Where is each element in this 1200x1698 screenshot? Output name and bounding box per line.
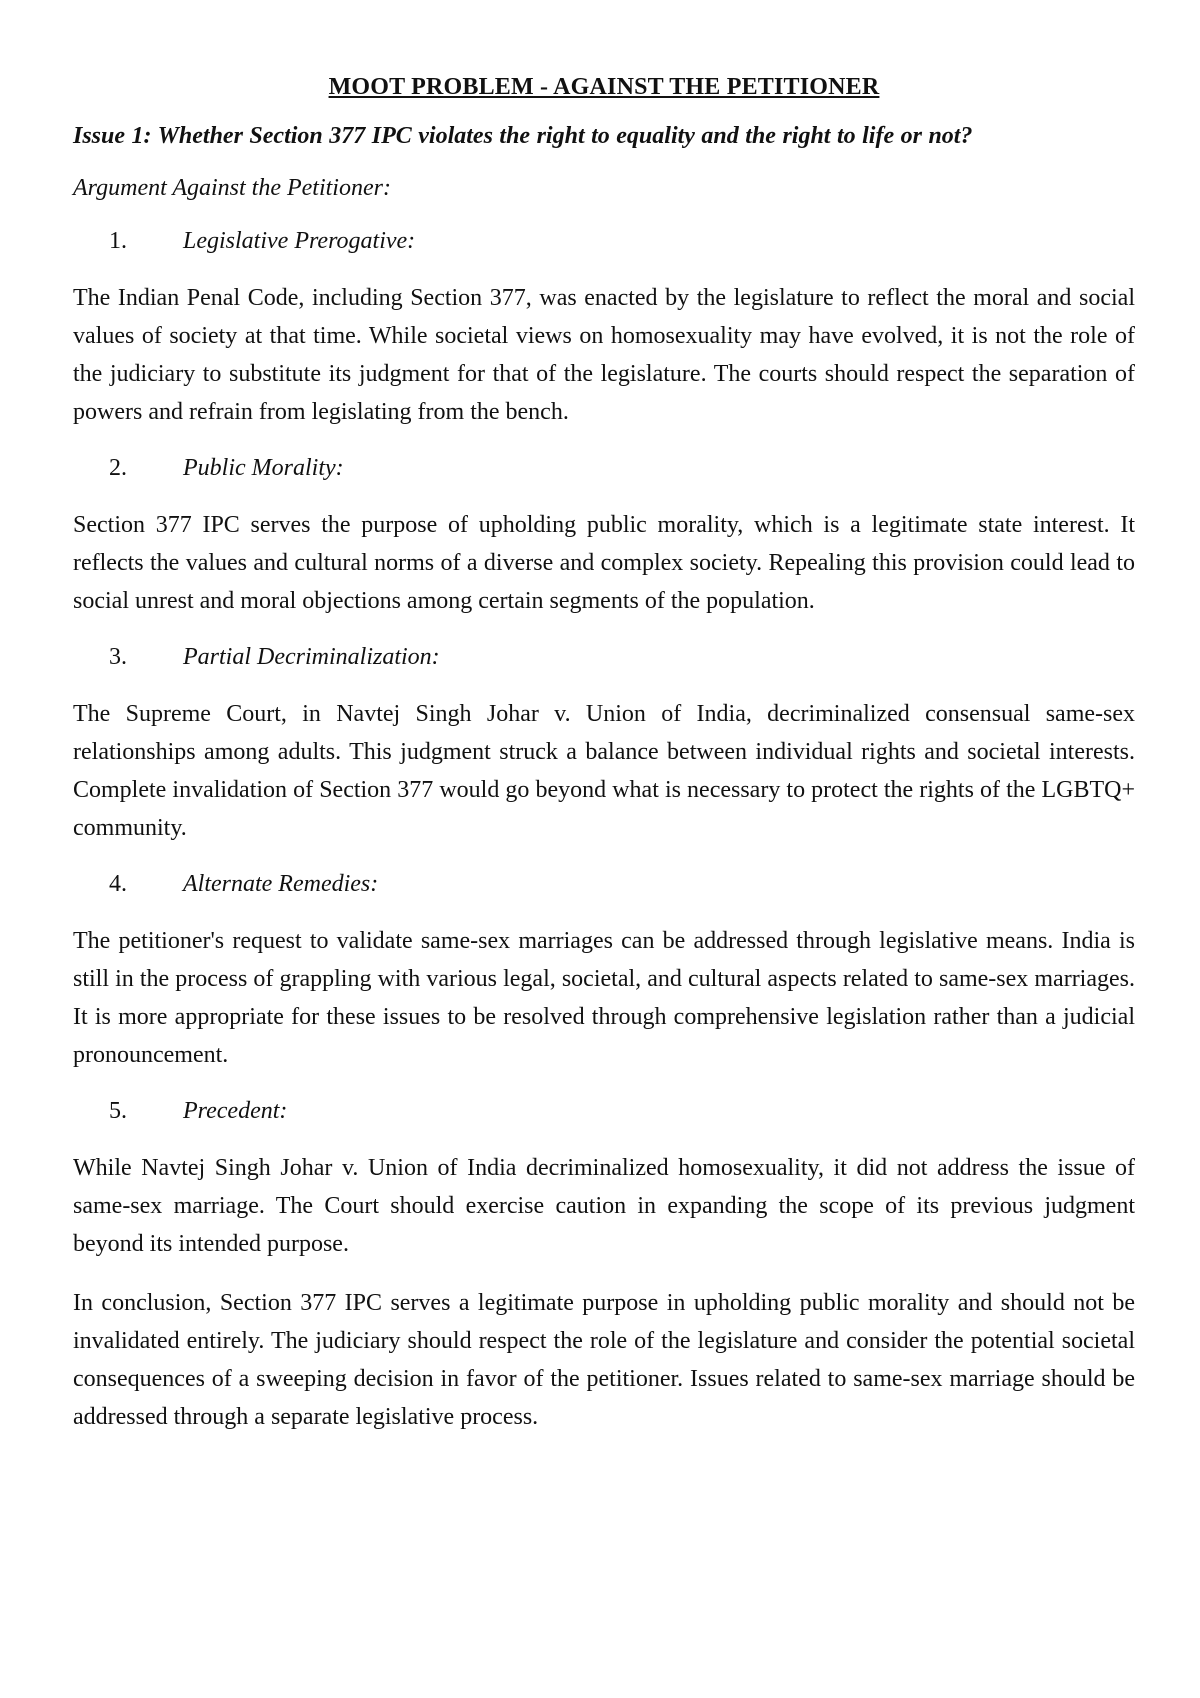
point-heading: [73, 641, 1135, 673]
point-title: Legislative Prerogative:: [183, 228, 416, 254]
point-heading: [73, 225, 1135, 257]
point-number: 1.: [109, 228, 127, 254]
point-paragraph: The petitioner's request to validate same-sex marriages can be addressed through legislative means. India is still in the process of grappling with various legal, societal, and cultural aspects related to same-sex marriages. It is more appropriate for these issues to be resolved through comprehensive legislation rather than a judicial pronouncement.: [73, 928, 1135, 1068]
document-title: MOOT PROBLEM - AGAINST THE PETITIONER: [328, 74, 880, 100]
argument-heading: Argument Against the Petitioner:: [73, 175, 391, 201]
point-title: Public Morality:: [183, 455, 344, 481]
point-number: 5.: [109, 1098, 127, 1124]
point-title: Precedent:: [183, 1098, 288, 1124]
conclusion-paragraph: In conclusion, Section 377 IPC serves a legitimate purpose in upholding public morality and should not be invalidated entirely. The judiciary should respect the role of the legislature and consider the potential societal consequences of a sweeping decision in favor of the petitioner. Issues related to same-sex marriage should be addressed through a separate legislative process.: [73, 1290, 1135, 1430]
point-heading: [73, 868, 1135, 900]
point-paragraph: The Supreme Court, in Navtej Singh Johar v. Union of India, decriminalized consensual same-sex relationships among adults. This judgment struck a balance between individual rights and societal interests. Complete invalidation of Section 377 would go beyond what is necessary to protect the rights of the LGBTQ+ community.: [73, 701, 1135, 841]
point-heading: [73, 452, 1135, 484]
point-paragraph: While Navtej Singh Johar v. Union of India decriminalized homosexuality, it did not address the issue of same-sex marriage. The Court should exercise caution in expanding the scope of its previous judgment beyond its intended purpose.: [73, 1155, 1135, 1257]
document-page: [73, 72, 1135, 1457]
point-number: 2.: [109, 455, 127, 481]
point-paragraph: The Indian Penal Code, including Section 377, was enacted by the legislature to reflect the moral and social values of society at that time. While societal views on homosexuality may have evolved, it is not the role of the judiciary to substitute its judgment for that of the legislature. The courts should respect the separation of powers and refrain from legislating from the bench.: [73, 285, 1135, 425]
issue-statement: Issue 1: Whether Section 377 IPC violates the right to equality and the right to life or not?: [73, 123, 973, 149]
point-number: 3.: [109, 644, 127, 670]
point-title: Alternate Remedies:: [183, 871, 379, 897]
point-number: 4.: [109, 871, 127, 897]
point-paragraph: Section 377 IPC serves the purpose of upholding public morality, which is a legitimate state interest. It reflects the values and cultural norms of a diverse and complex society. Repealing this provision could lead to social unrest and moral objections among certain segments of the population.: [73, 512, 1135, 614]
point-heading: [73, 1095, 1135, 1127]
point-title: Partial Decriminalization:: [183, 644, 440, 670]
